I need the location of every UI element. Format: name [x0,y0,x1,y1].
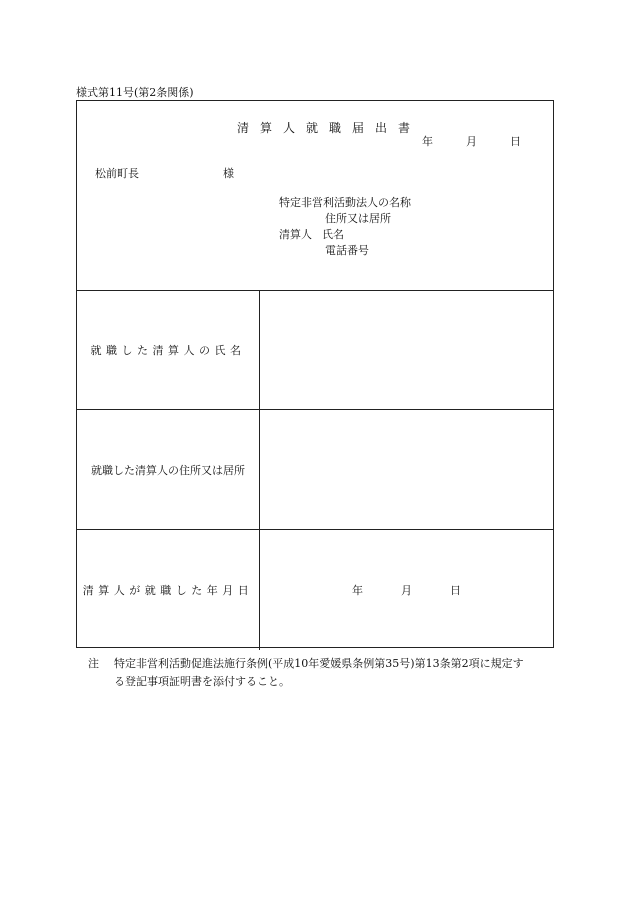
table-row [77,290,553,410]
corporation-address-label: 住所又は居所 [325,212,391,225]
liquidator-name-field[interactable] [260,290,553,409]
date-year-label: 年 [422,135,433,148]
note-label: 注 [88,657,99,670]
addressee-honorific: 様 [223,167,234,180]
header-section [77,101,553,291]
date-day-label: 日 [510,135,521,148]
form-box [76,100,554,648]
note-line-2: る登記事項証明書を添付すること。 [114,675,290,688]
liquidator-address-field[interactable] [260,410,553,529]
corporation-name-label: 特定非営利活動法人の名称 [279,196,411,209]
corporation-info [279,195,411,259]
footnote [88,655,558,691]
document-title: 清算人就職届出書 [236,121,421,135]
table-row [77,410,553,530]
note-line-1: 特定非営利活動促進法施行条例(平成10年愛媛県条例第35号)第13条第2項に規定す [114,657,524,670]
date-line [422,133,521,149]
appointment-day-label: 日 [450,584,461,597]
appointment-year-label: 年 [352,584,363,597]
liquidator-label: 清算人 [279,228,312,241]
person-name-label: 氏名 [322,228,344,241]
form-reference: 様式第11号(第2条関係) [76,86,194,99]
appointment-date-label: 清算人が就職した年月日 [77,530,260,650]
date-month-label: 月 [466,135,477,148]
liquidator-address-label: 就職した清算人の住所又は居所 [77,410,260,529]
appointment-date-field[interactable] [260,530,553,650]
table-row [77,530,553,650]
addressee-name: 松前町長 [95,167,139,180]
phone-label: 電話番号 [325,244,369,257]
appointment-month-label: 月 [401,584,412,597]
liquidator-name-label: 就職した清算人の氏名 [77,290,260,409]
